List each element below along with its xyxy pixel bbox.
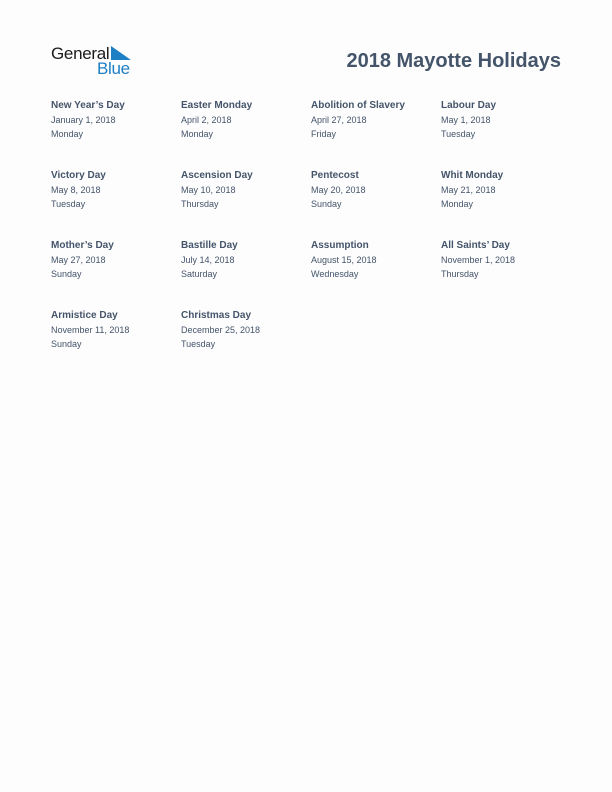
logo xyxy=(51,44,141,78)
holiday-weekday: Saturday xyxy=(181,269,218,279)
holiday-weekday: Tuesday xyxy=(51,199,86,209)
holiday-date: January 1, 2018 xyxy=(51,115,116,125)
holiday-name: Labour Day xyxy=(441,100,497,111)
holiday-item xyxy=(181,169,307,211)
holiday-date: December 25, 2018 xyxy=(181,325,261,335)
holiday-name: Victory Day xyxy=(51,170,106,181)
holiday-weekday: Tuesday xyxy=(441,129,476,139)
holiday-date: April 2, 2018 xyxy=(181,115,232,125)
holiday-weekday: Wednesday xyxy=(311,269,359,279)
holiday-weekday: Sunday xyxy=(51,339,82,349)
holiday-date: May 20, 2018 xyxy=(311,185,366,195)
holiday-name: Bastille Day xyxy=(181,240,238,251)
holiday-weekday: Sunday xyxy=(311,199,342,209)
holiday-item xyxy=(441,169,567,211)
holiday-weekday: Monday xyxy=(51,129,84,139)
holiday-item xyxy=(51,239,177,281)
holiday-date: May 1, 2018 xyxy=(441,115,491,125)
holiday-weekday: Thursday xyxy=(441,269,479,279)
holiday-item xyxy=(181,309,307,351)
holiday-name: Assumption xyxy=(311,240,369,251)
holiday-weekday: Monday xyxy=(441,199,474,209)
holiday-date: May 21, 2018 xyxy=(441,185,496,195)
holiday-item xyxy=(441,99,567,141)
holiday-date: May 27, 2018 xyxy=(51,255,106,265)
holiday-weekday: Thursday xyxy=(181,199,219,209)
holiday-item xyxy=(441,239,567,281)
holiday-name: Christmas Day xyxy=(181,310,252,321)
holiday-item xyxy=(51,309,177,351)
holiday-name: All Saints’ Day xyxy=(441,240,510,251)
holiday-date: April 27, 2018 xyxy=(311,115,367,125)
holiday-item xyxy=(51,169,177,211)
holiday-date: May 10, 2018 xyxy=(181,185,236,195)
holiday-weekday: Monday xyxy=(181,129,214,139)
page-title: 2018 Mayotte Holidays xyxy=(346,50,561,72)
holiday-date: November 1, 2018 xyxy=(441,255,516,265)
holiday-weekday: Friday xyxy=(311,129,337,139)
logo-flag-icon xyxy=(111,46,131,60)
holiday-name: Easter Monday xyxy=(181,100,253,111)
holiday-name: Mother’s Day xyxy=(51,240,114,251)
holiday-item xyxy=(311,169,437,211)
holiday-name: New Year’s Day xyxy=(51,100,125,111)
holiday-item xyxy=(311,239,437,281)
logo-word-blue: Blue xyxy=(97,59,130,78)
holiday-name: Armistice Day xyxy=(51,310,118,321)
holiday-name: Abolition of Slavery xyxy=(311,100,405,111)
holiday-name: Whit Monday xyxy=(441,170,504,181)
holiday-item xyxy=(311,99,437,141)
holiday-item xyxy=(181,99,307,141)
holiday-date: November 11, 2018 xyxy=(51,325,130,335)
holiday-date: July 14, 2018 xyxy=(181,255,235,265)
holiday-item xyxy=(181,239,307,281)
holiday-weekday: Tuesday xyxy=(181,339,216,349)
holiday-weekday: Sunday xyxy=(51,269,82,279)
holiday-date: May 8, 2018 xyxy=(51,185,101,195)
holiday-date: August 15, 2018 xyxy=(311,255,377,265)
holiday-item xyxy=(51,99,177,141)
logo-word-general: General xyxy=(51,44,110,63)
holiday-name: Ascension Day xyxy=(181,170,253,181)
holiday-name: Pentecost xyxy=(311,170,359,181)
